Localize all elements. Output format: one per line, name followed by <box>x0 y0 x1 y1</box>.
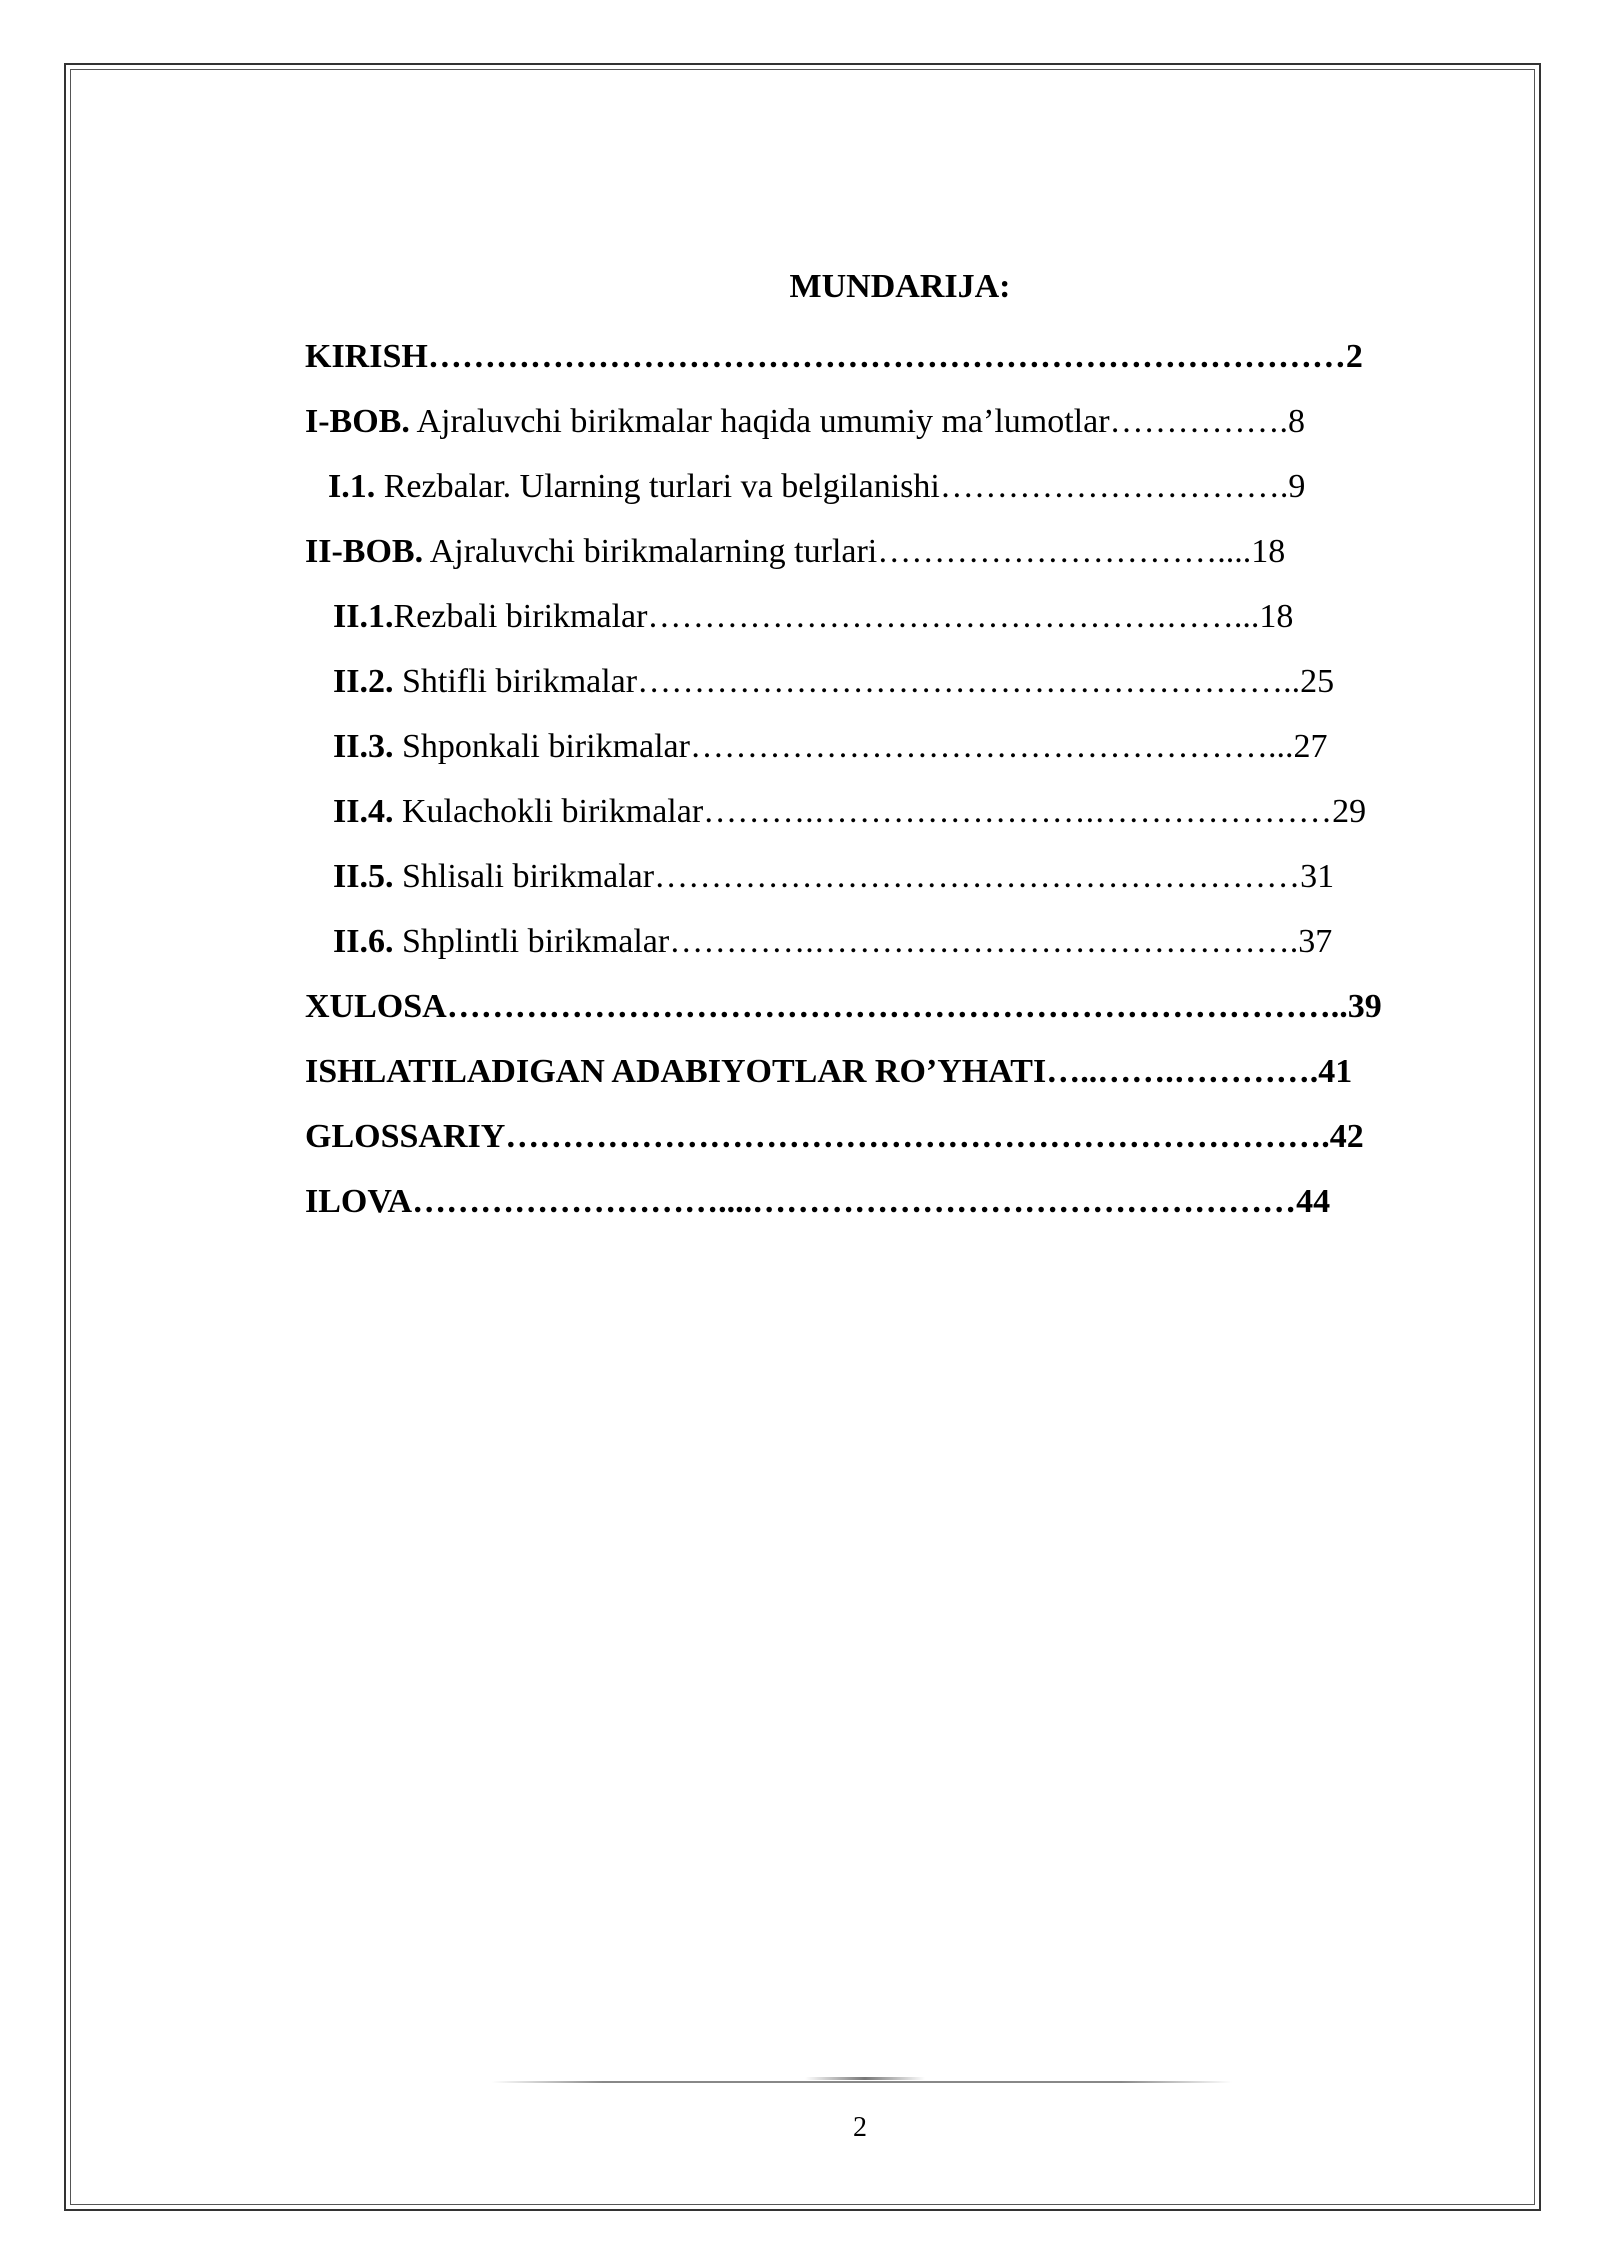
toc-entry-kirish[interactable] <box>305 335 1363 379</box>
toc-entry-text: Shtifli birikmalar…………………………………………………..25 <box>393 663 1335 700</box>
footer-rule <box>492 2081 1232 2083</box>
toc-entry-appendix[interactable] <box>305 1180 1330 1224</box>
toc-entry-section-2-2[interactable] <box>333 660 1334 704</box>
toc-entry-label: KIRISH………………………………………………………………………2 <box>305 338 1363 375</box>
toc-entry-label: II.4. <box>333 793 394 830</box>
toc-entry-text: Rezbalar. Ularning turlari va belgilanishi………………………….9 <box>375 468 1306 505</box>
toc-entry-section-2-3[interactable] <box>333 725 1327 769</box>
toc-entry-references[interactable] <box>305 1050 1352 1094</box>
toc-entry-section-2-6[interactable] <box>333 920 1332 964</box>
toc-entry-text: Shponkali birikmalar……………………………………………...27 <box>393 728 1328 765</box>
toc-entry-section-2-1[interactable] <box>333 595 1293 639</box>
toc-entry-label: II.2. <box>333 663 394 700</box>
toc-entry-text: Shlisali birikmalar…………………………………………………31 <box>393 858 1335 895</box>
toc-entry-section-1-1[interactable] <box>328 465 1305 509</box>
toc-entry-text: Kulachokli birikmalar……….…………………….…………………29 <box>393 793 1367 830</box>
toc-entry-label: I.1. <box>328 468 376 505</box>
toc-entry-label: GLOSSARIY……………………………………………………………….42 <box>305 1118 1364 1155</box>
toc-entry-label: II.5. <box>333 858 394 895</box>
toc-entry-label: II.3. <box>333 728 394 765</box>
toc-entry-text: Shplintli birikmalar………….…………………………………….37 <box>393 923 1333 960</box>
page-number: 2 <box>853 2112 867 2143</box>
toc-entry-label: II.1. <box>333 598 394 635</box>
toc-entry-section-2-4[interactable] <box>333 790 1366 834</box>
toc-entry-chapter-2[interactable] <box>305 530 1285 574</box>
toc-entry-xulosa[interactable] <box>305 985 1382 1029</box>
toc-entry-text: Ajraluvchi birikmalar haqida umumiy ma’lumotlar…………….8 <box>409 403 1306 440</box>
toc-entry-text: Rezbali birikmalar……………………………………….……...18 <box>393 598 1294 635</box>
toc-entry-label: XULOSA……………………………………………………………………..39 <box>305 988 1382 1025</box>
toc-entry-section-2-5[interactable] <box>333 855 1334 899</box>
toc-entry-label: II-BOB. <box>305 533 424 570</box>
toc-entry-label: I-BOB. <box>305 403 410 440</box>
toc-entry-text: Ajraluvchi birikmalarning turlari…………………………....18 <box>423 533 1286 570</box>
toc-entry-chapter-1[interactable] <box>305 400 1305 444</box>
toc-title: MUNDARIJA: <box>789 268 1011 305</box>
toc-entry-label: II.6. <box>333 923 394 960</box>
toc-entry-label: ILOVA………………………....…………………………………………44 <box>305 1183 1331 1220</box>
footer-rule-accent <box>805 2077 925 2080</box>
toc-entry-glossary[interactable] <box>305 1115 1364 1159</box>
toc-entry-label: ISHLATILADIGAN ADABIYOTLAR RO’YHATI…..…….………….41 <box>305 1053 1353 1090</box>
